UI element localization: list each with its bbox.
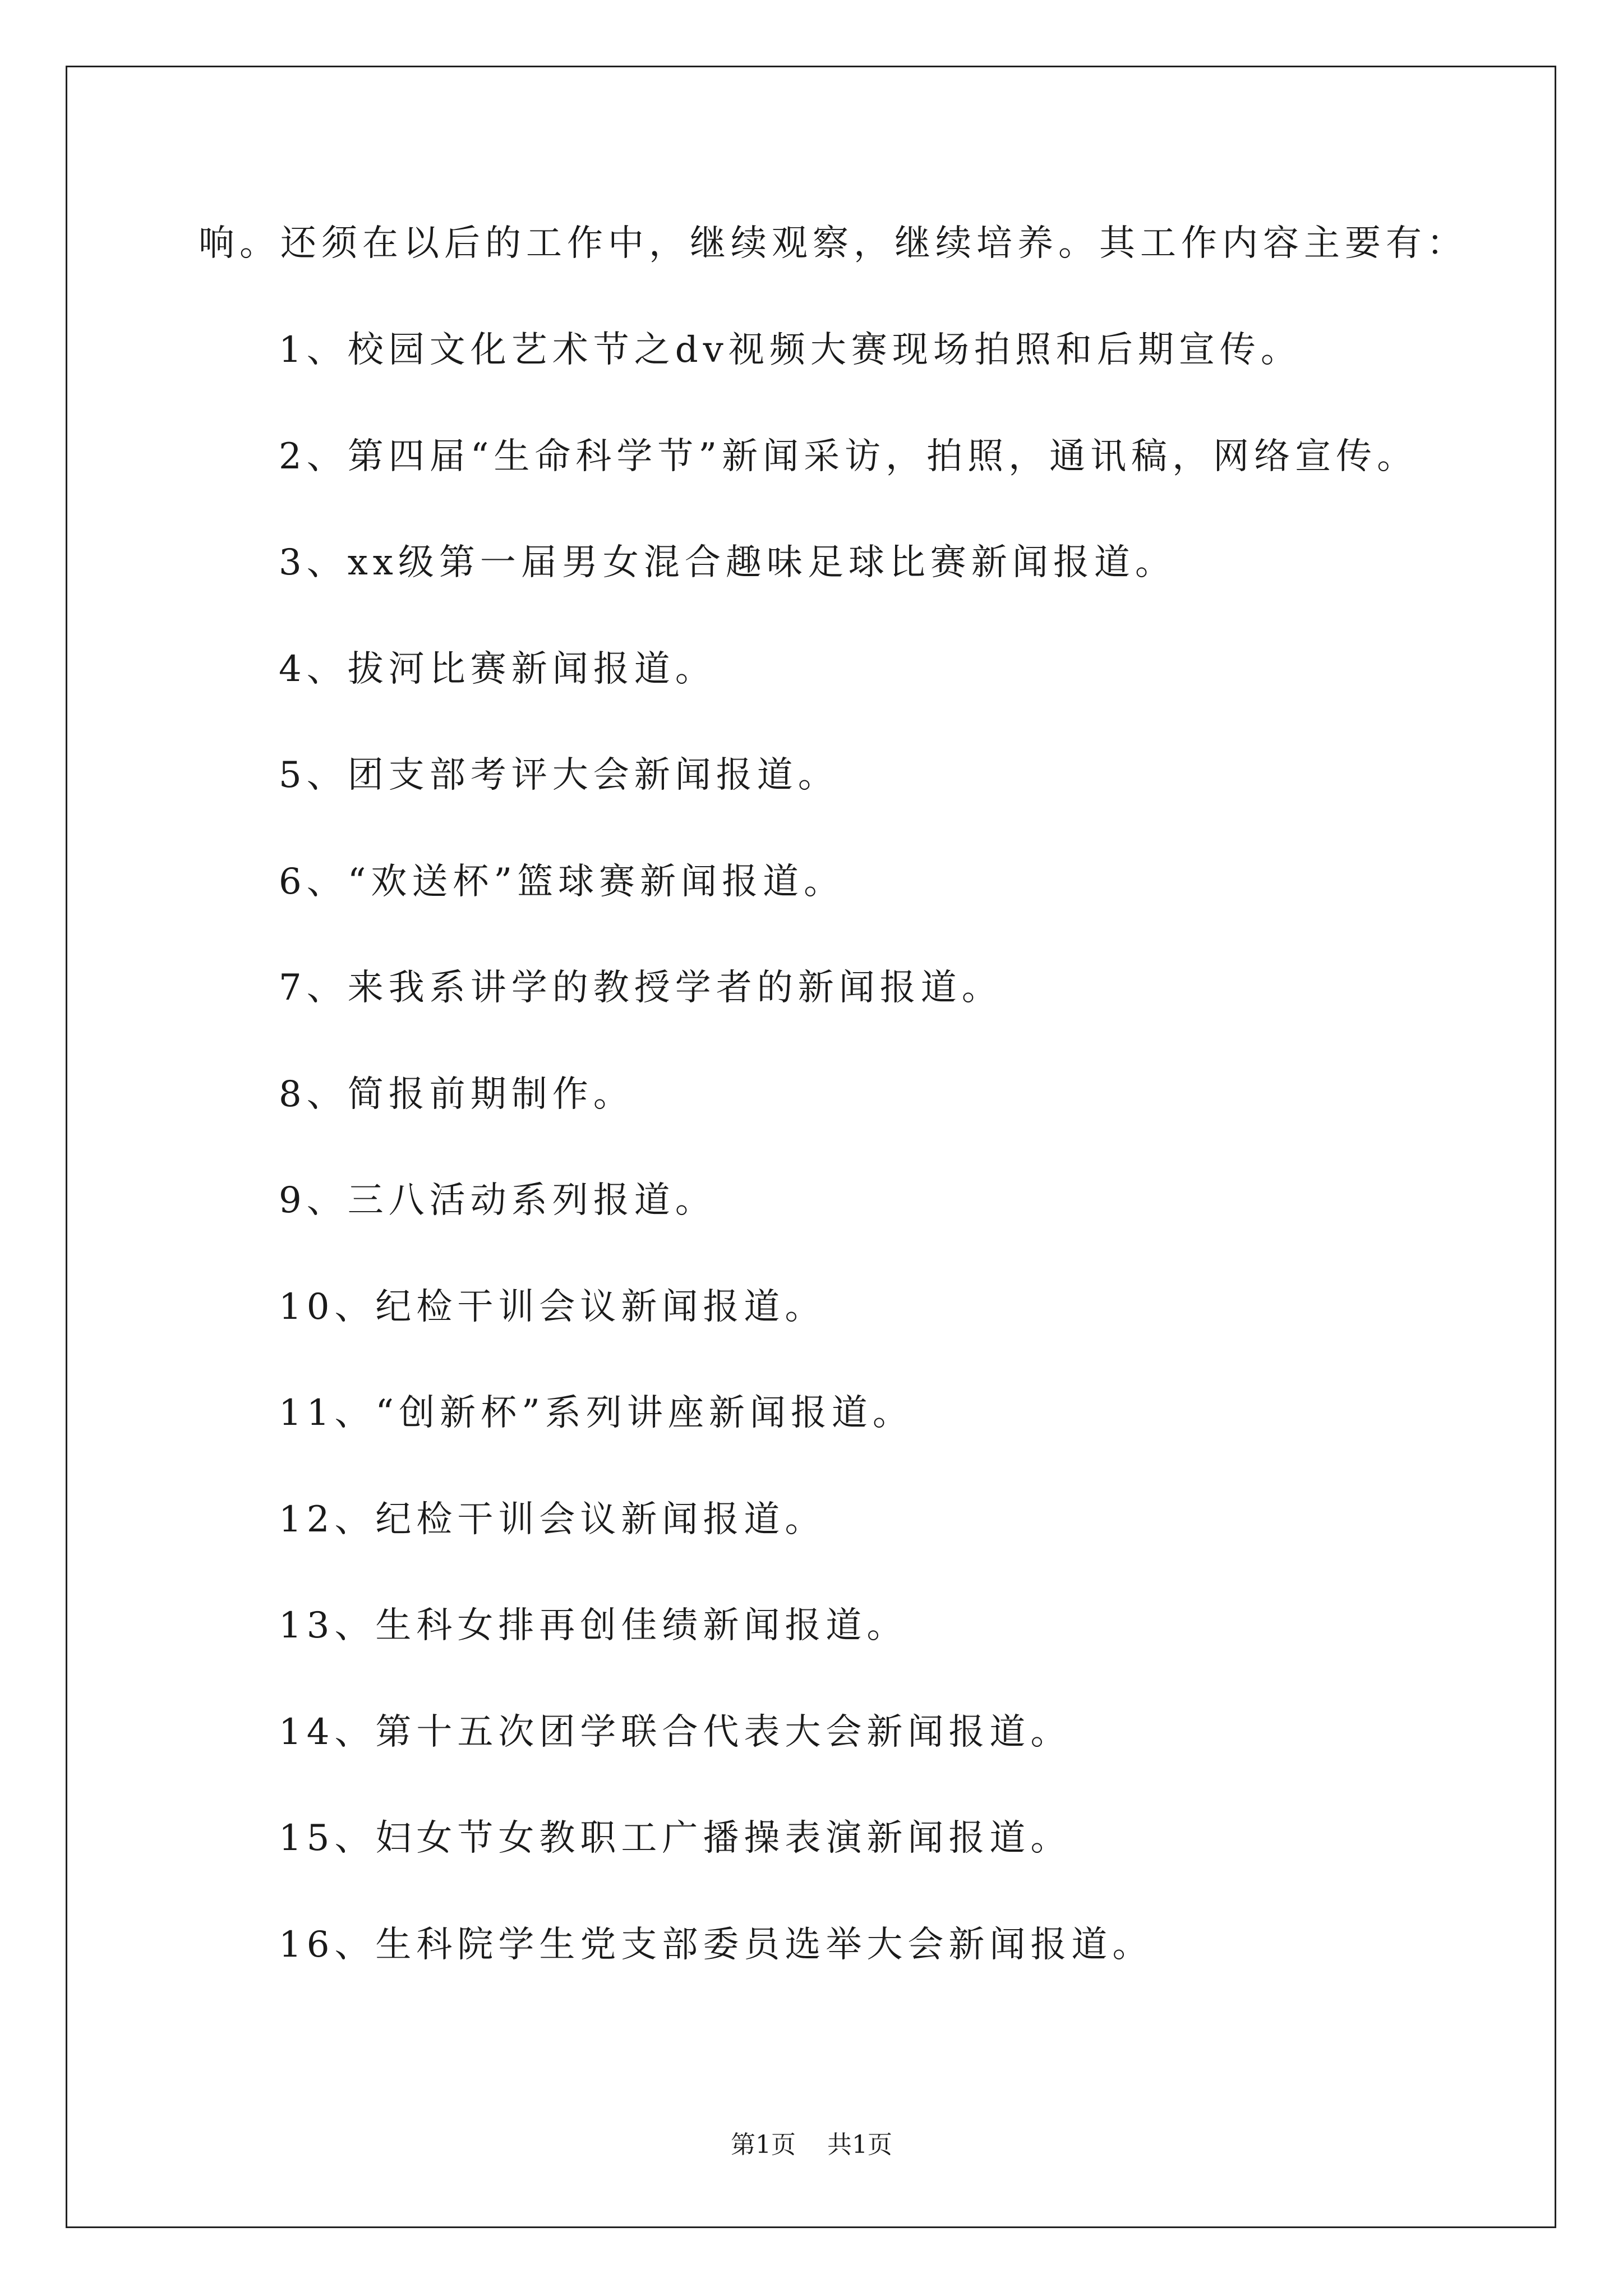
list-item: 2、第四届“生命科学节”新闻采访，拍照，通讯稿，网络宣传。 xyxy=(279,435,1418,477)
list-item: 4、拔河比赛新闻报道。 xyxy=(279,648,716,690)
list-item: 9、三八活动系列报道。 xyxy=(279,1180,716,1221)
list-item: 3、xx级第一届男女混合趣味足球比赛新闻报道。 xyxy=(279,542,1176,583)
list-item: 12、纪检干训会议新闻报道。 xyxy=(279,1498,826,1540)
list-item: 16、生科院学生党支部委员选举大会新闻报道。 xyxy=(279,1924,1154,1966)
list-item: 15、妇女节女教职工广播操表演新闻报道。 xyxy=(279,1818,1072,1859)
page-footer xyxy=(0,2133,1623,2157)
list-item: 1、校园文化艺术节之dv视频大赛现场拍照和后期宣传。 xyxy=(279,329,1302,371)
list-item: 10、纪检干训会议新闻报道。 xyxy=(279,1286,826,1328)
list-item: 11、“创新杯”系列讲座新闻报道。 xyxy=(279,1392,914,1434)
list-item: 14、第十五次团学联合代表大会新闻报道。 xyxy=(279,1711,1072,1753)
page-number-total: 共1页 xyxy=(827,2131,892,2159)
work-list xyxy=(279,329,1418,2033)
list-item: 6、“欢送杯”篮球赛新闻报道。 xyxy=(279,861,845,903)
list-item: 13、生科女排再创佳绩新闻报道。 xyxy=(279,1605,908,1646)
list-item: 8、简报前期制作。 xyxy=(279,1073,634,1115)
page-number-current: 第1页 xyxy=(731,2131,796,2159)
list-item: 7、来我系讲学的教授学者的新闻报道。 xyxy=(279,967,1003,1009)
list-item: 5、团支部考评大会新闻报道。 xyxy=(279,754,839,796)
intro-paragraph: 响。还须在以后的工作中，继续观察，继续培养。其工作内容主要有： xyxy=(199,223,1468,264)
